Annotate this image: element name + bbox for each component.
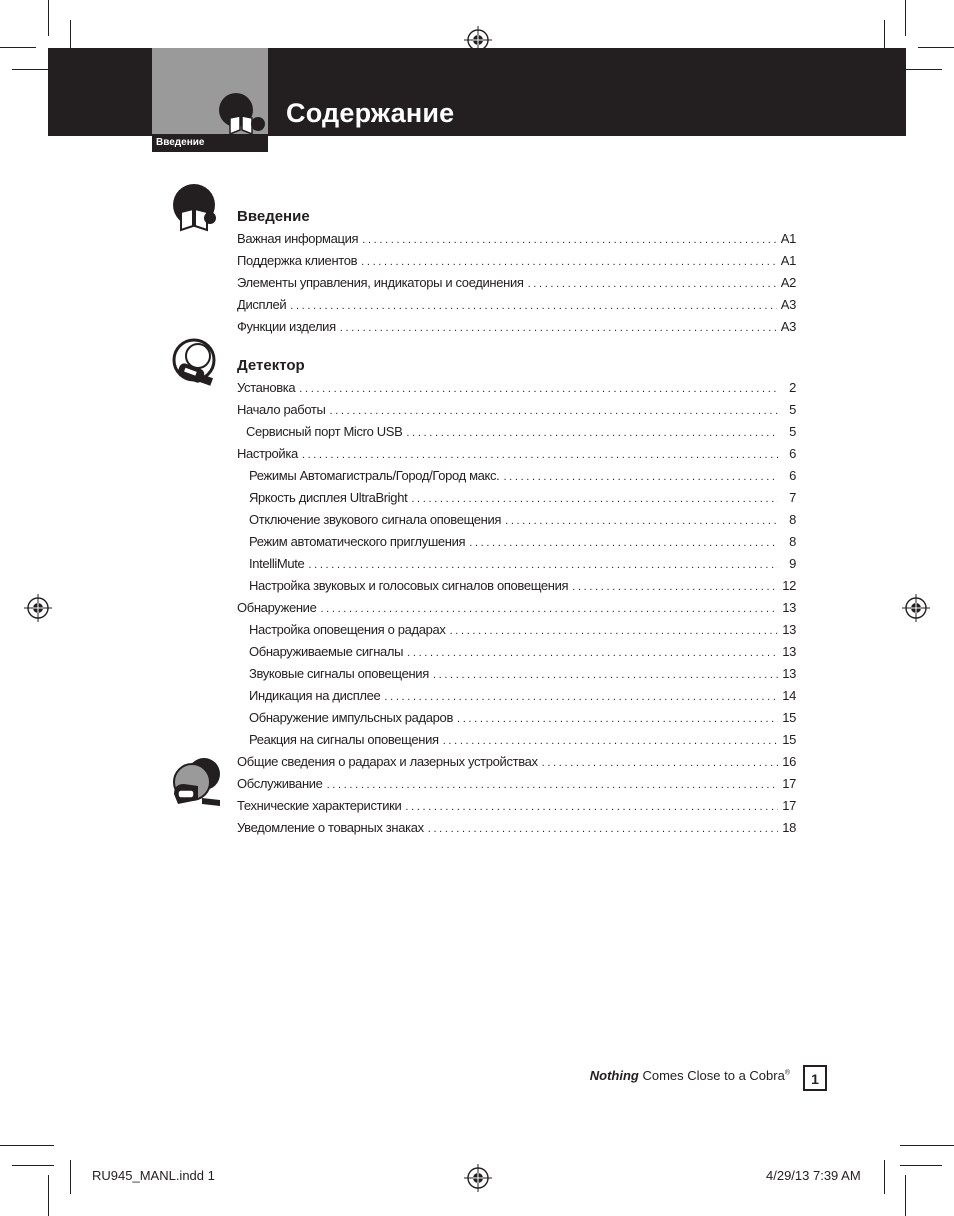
- toc-entry[interactable]: Отключение звукового сигнала оповещения . . . 8: [237, 509, 796, 531]
- page-number: 1: [803, 1065, 827, 1091]
- registration-mark-icon: [24, 594, 52, 622]
- toc-entry[interactable]: Настройка звуковых и голосовых сигналов оповещения . . . 12: [237, 575, 796, 597]
- radar-detector-icon: [170, 338, 220, 388]
- customer-support-icon: [168, 754, 224, 810]
- toc-entry[interactable]: Поддержка клиентов . . . A1: [237, 250, 796, 272]
- crop-mark: [12, 1165, 54, 1166]
- toc-entry[interactable]: Индикация на дисплее . . . 14: [237, 685, 796, 707]
- registered-mark: ®: [784, 1069, 790, 1077]
- toc-entry[interactable]: Яркость дисплея UltraBright . . . 7: [237, 487, 796, 509]
- crop-mark: [48, 0, 49, 36]
- toc-entry[interactable]: Обнаружение . . . 13: [237, 597, 796, 619]
- crop-mark: [900, 1165, 942, 1166]
- toc-entry[interactable]: Режим автоматического приглушения . . . 8: [237, 531, 796, 553]
- page-title: Содержание: [286, 98, 455, 128]
- section-heading: Детектор: [237, 357, 305, 374]
- crop-mark: [70, 1160, 71, 1194]
- book-icon: [170, 184, 220, 234]
- slug-date: 4/29/13 7:39 AM: [766, 1168, 861, 1183]
- tagline-text: Comes Close to a Cobra: [642, 1068, 785, 1083]
- crop-mark: [900, 69, 942, 70]
- crop-mark: [905, 1175, 906, 1216]
- section-tab-label: Введение: [152, 134, 268, 152]
- crop-mark: [884, 1160, 885, 1194]
- crop-mark: [905, 0, 906, 36]
- crop-mark: [918, 47, 954, 48]
- book-icon: [216, 92, 268, 138]
- crop-mark: [0, 47, 36, 48]
- crop-mark: [900, 1145, 954, 1146]
- toc-entry[interactable]: Обнаружение импульсных радаров . . . 15: [237, 707, 796, 729]
- toc-entry[interactable]: Обслуживание . . . 17: [237, 773, 796, 795]
- brand-tagline: [590, 1068, 790, 1083]
- crop-mark: [48, 1175, 49, 1216]
- toc-entry[interactable]: Технические характеристики . . . 17: [237, 795, 796, 817]
- toc-entry[interactable]: Уведомление о товарных знаках . . . 18: [237, 817, 796, 839]
- toc-entry[interactable]: IntelliMute . . . 9: [237, 553, 796, 575]
- slug-filename: RU945_MANL.indd 1: [92, 1168, 215, 1183]
- toc-entry[interactable]: Режимы Автомагистраль/Город/Город макс. . . . 6: [237, 465, 796, 487]
- toc-entry[interactable]: Настройка оповещения о радарах . . . 13: [237, 619, 796, 641]
- toc-entry[interactable]: Важная информация . . . A1: [237, 228, 796, 250]
- tagline-bold: Nothing: [589, 1068, 639, 1083]
- toc-entry[interactable]: Дисплей . . . A3: [237, 294, 796, 316]
- toc-entry[interactable]: Сервисный порт Micro USB . . . 5: [237, 421, 796, 443]
- toc-entry[interactable]: Установка . . . 2: [237, 377, 796, 399]
- registration-mark-icon: [902, 594, 930, 622]
- toc-entry[interactable]: Звуковые сигналы оповещения . . . 13: [237, 663, 796, 685]
- registration-mark-icon: [464, 1164, 492, 1192]
- toc-entry[interactable]: Реакция на сигналы оповещения . . . 15: [237, 729, 796, 751]
- toc-entry[interactable]: Настройка . . . 6: [237, 443, 796, 465]
- section-heading: Введение: [237, 208, 310, 225]
- toc-entry[interactable]: Элементы управления, индикаторы и соединения . . . A2: [237, 272, 796, 294]
- toc-entry[interactable]: Функции изделия . . . A3: [237, 316, 796, 338]
- toc-section-intro: [237, 206, 796, 338]
- crop-mark: [0, 1145, 54, 1146]
- toc-entry[interactable]: Общие сведения о радарах и лазерных устройствах . . . 16: [237, 751, 796, 773]
- toc-entry[interactable]: Обнаруживаемые сигналы . . . 13: [237, 641, 796, 663]
- toc-section-detector: [237, 355, 796, 839]
- toc-entry[interactable]: Начало работы . . . 5: [237, 399, 796, 421]
